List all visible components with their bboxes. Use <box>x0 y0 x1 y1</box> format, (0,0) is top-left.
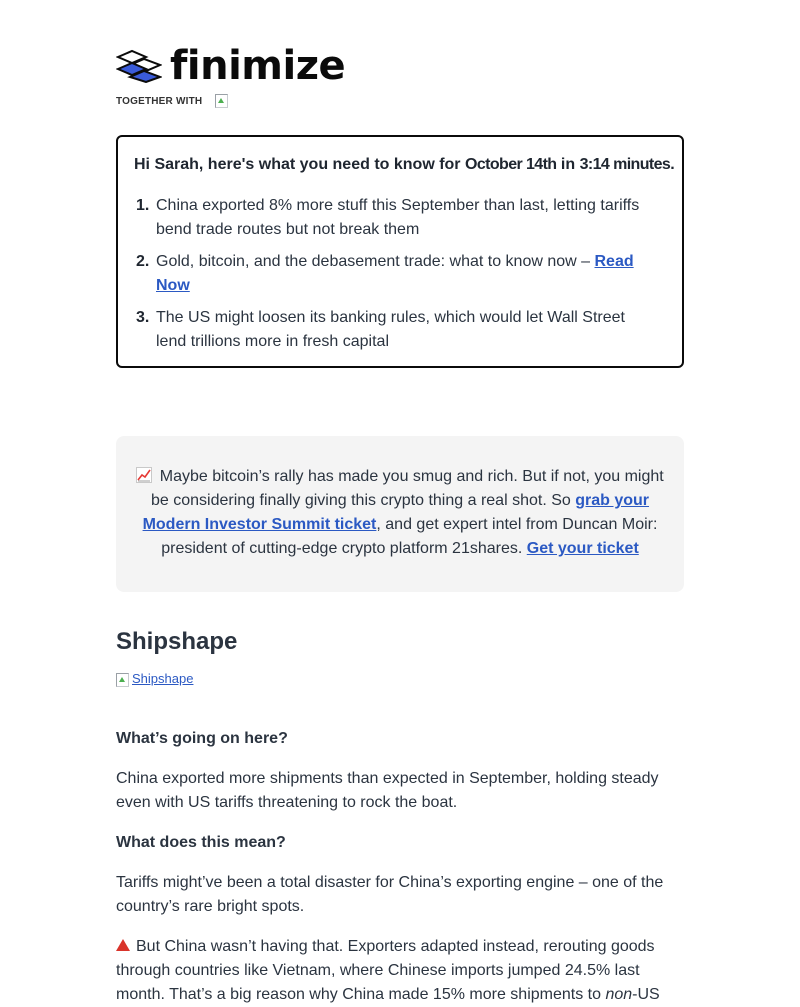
red-triangle-icon <box>116 939 130 951</box>
sponsored-promo <box>116 436 684 592</box>
greeting-read-time: 3:14 minutes <box>579 156 671 173</box>
list-item-text <box>156 250 656 298</box>
question-heading-1: What’s going on here? <box>116 730 288 747</box>
sponsor-line <box>116 94 229 108</box>
list-item-text: China exported 8% more stuff this September than last, letting tariffs bend trade routes but not break them <box>156 197 640 238</box>
list-item <box>136 194 656 242</box>
list-item-number: 3. <box>136 309 150 326</box>
list-item-text: The US might loosen its banking rules, which would let Wall Street lend trillions more in fresh capital <box>156 309 625 350</box>
promo-text-1: Maybe bitcoin’s rally has made you smug and rich. But if not, you might be considering finally giving this crypto thing a real shot. So <box>150 468 664 509</box>
get-ticket-link[interactable]: Get your ticket <box>526 540 639 557</box>
article-title: Shipshape <box>116 628 238 655</box>
summary-list <box>136 194 656 362</box>
broken-image-icon <box>116 672 130 686</box>
brand-name: finimize <box>170 43 346 89</box>
list-item <box>136 306 656 354</box>
chart-increasing-icon <box>136 467 152 483</box>
article-paragraph-2: Tariffs might’ve been a total disaster for China’s exporting engine – one of the country’s rare bright spots. <box>116 874 664 915</box>
summary-ticket-link[interactable]: grab your Modern Investor Summit ticket <box>142 492 650 533</box>
daily-summary-box <box>116 135 684 368</box>
greeting-date: October 14th <box>464 156 557 173</box>
read-now-link[interactable]: Read Now <box>156 253 634 294</box>
brand-logo[interactable] <box>116 44 345 88</box>
finimize-logo-icon <box>116 49 162 83</box>
greeting-end: . <box>670 156 675 173</box>
promo-text-2: , and get expert intel from Duncan Moir: president of cutting-edge crypto platform 21shares. <box>161 516 658 557</box>
list-item <box>136 250 656 298</box>
list-item-number: 2. <box>136 253 150 270</box>
list-item-number: 1. <box>136 197 150 214</box>
greeting-prefix: Hi Sarah, here's what you need to know for <box>134 156 465 173</box>
partner-logo-broken-image-icon[interactable] <box>215 94 229 108</box>
together-with-label: TOGETHER WITH <box>116 95 203 107</box>
question-heading-2: What does this mean? <box>116 834 286 851</box>
article-paragraph-1: China exported more shipments than expected in September, holding steady even with US tariffs threatening to rock the boat. <box>116 770 659 811</box>
greeting-mid: in <box>556 156 580 173</box>
article-paragraph-3-emphasis: non <box>605 986 633 1003</box>
article-image-alt-link[interactable]: Shipshape <box>132 671 194 686</box>
article-paragraph-3-tail: -US <box>632 986 660 1003</box>
list-item-text-body: Gold, bitcoin, and the debasement trade: what to know now – <box>156 253 595 270</box>
article-paragraph-3 <box>116 935 684 1007</box>
article-paragraph-3-text: But China wasn’t having that. Exporters adapted instead, rerouting goods through countries like Vietnam, where Chinese imports jumped 24.5% last month. That’s a big reason why China made 15% more shipments to <box>116 938 655 1003</box>
greeting <box>134 156 675 174</box>
article-image-link[interactable] <box>116 671 193 686</box>
